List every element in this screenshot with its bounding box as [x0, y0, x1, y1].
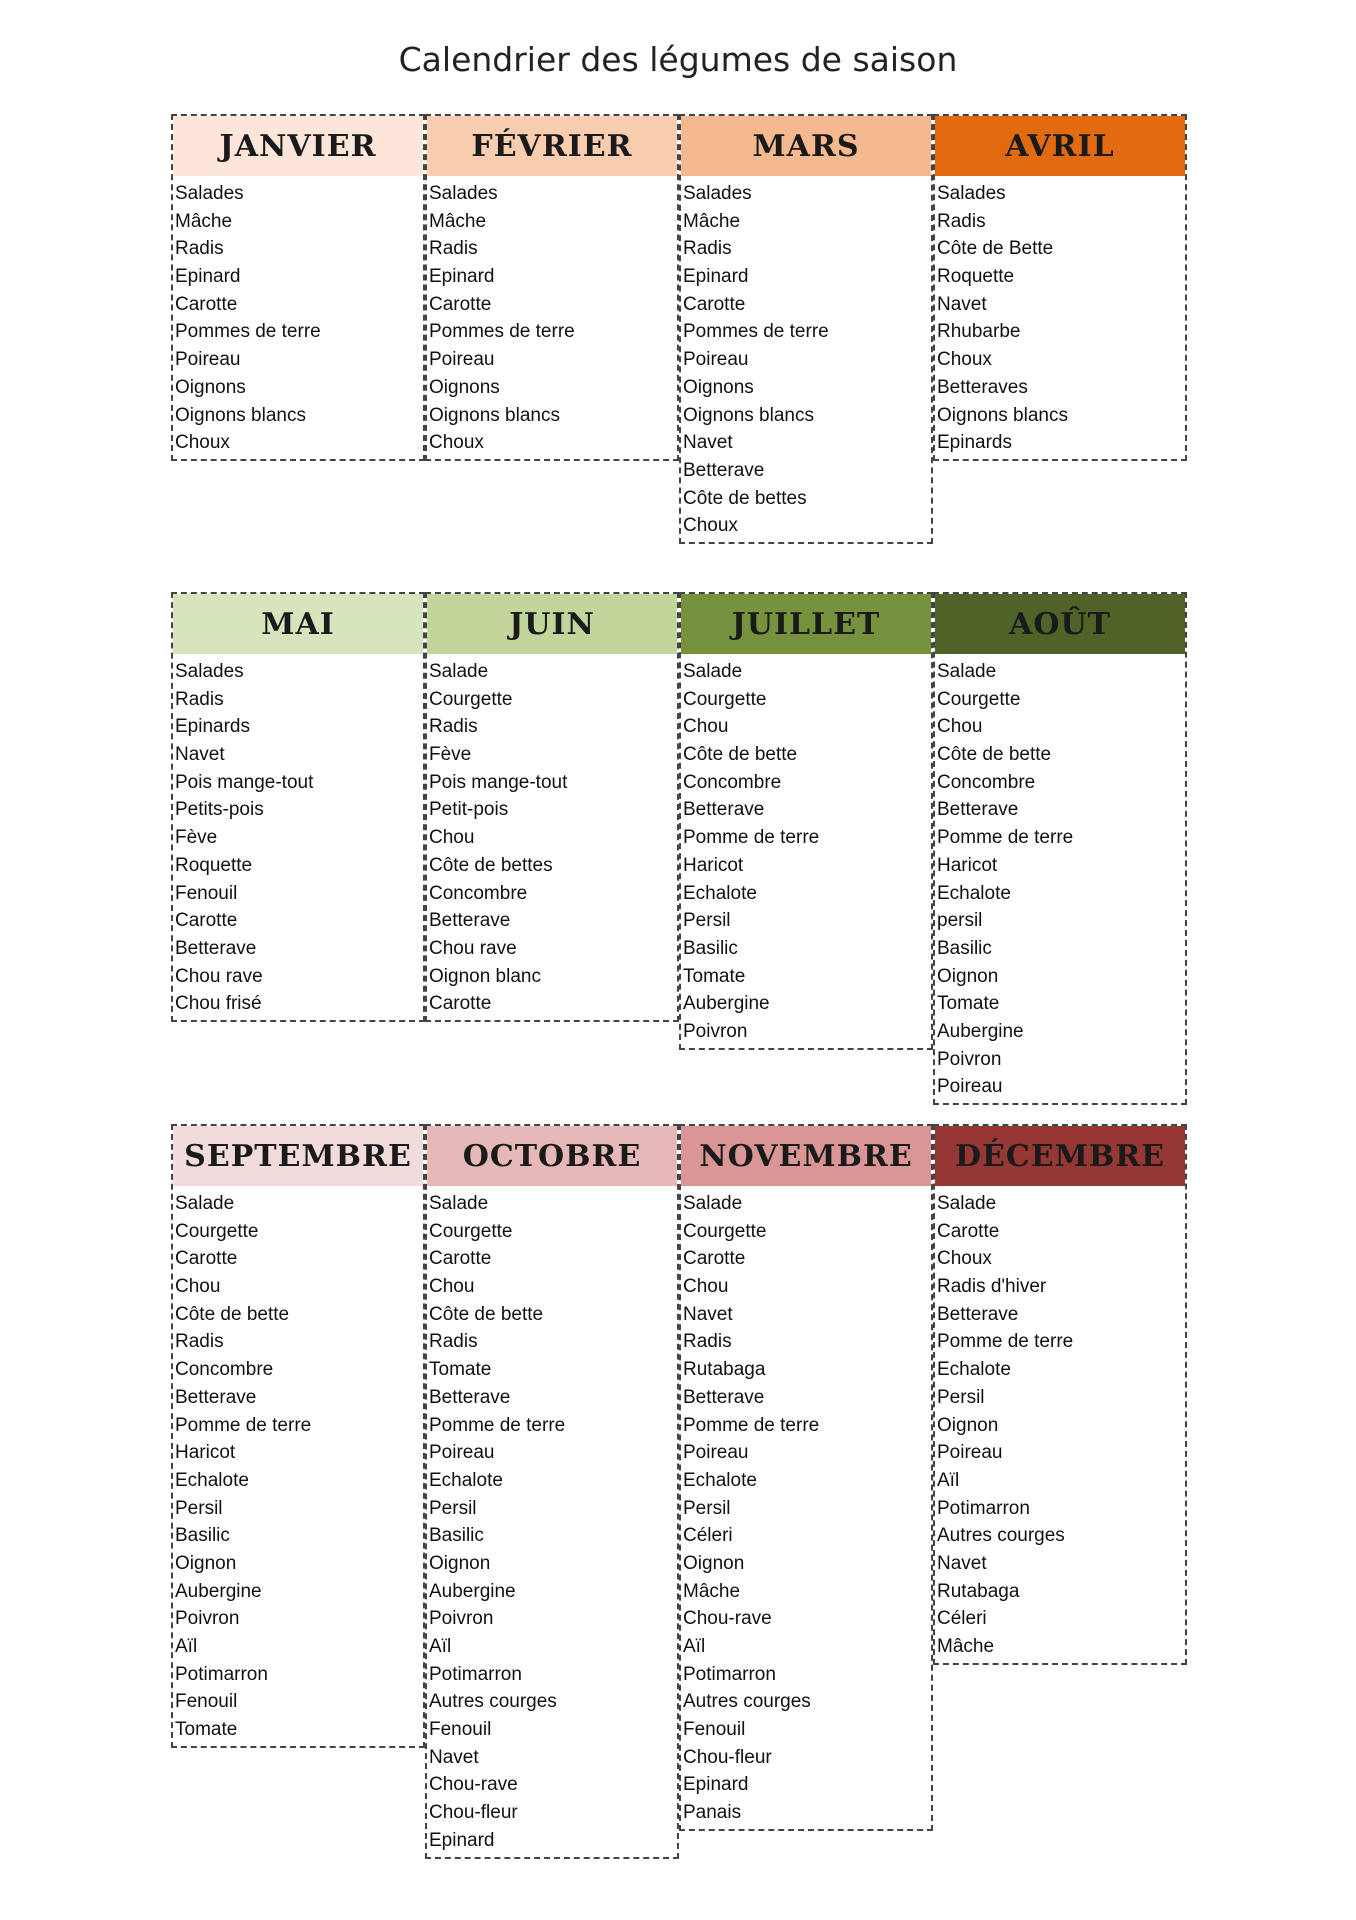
vegetable-list	[935, 1186, 1185, 1661]
vegetable-item: Oignons	[175, 376, 246, 398]
vegetable-item: Potimarron	[683, 1663, 776, 1685]
vegetable-item: Radis	[429, 716, 478, 738]
month-september	[171, 1124, 425, 1748]
vegetable-item: Côte de bette	[429, 1303, 544, 1325]
vegetable-item: Poireau	[429, 1442, 495, 1464]
vegetable-item: Salade	[429, 1193, 489, 1214]
vegetable-item: Epinards	[175, 716, 250, 738]
vegetable-item: Echalote	[937, 882, 1011, 904]
vegetable-item: Haricot	[683, 854, 744, 876]
vegetable-item: Chou	[937, 716, 983, 738]
vegetable-item: Pommes de terre	[175, 321, 321, 343]
vegetable-item: Epinard	[683, 266, 749, 288]
calendar-row-3	[171, 1124, 1187, 1851]
month-january	[171, 114, 425, 461]
vegetable-item: Pois mange-tout	[175, 771, 314, 793]
vegetable-list	[427, 1186, 677, 1855]
vegetable-item: Poivron	[683, 1020, 748, 1042]
vegetable-item: Chou-fleur	[683, 1746, 772, 1768]
vegetable-item: Oignon	[429, 1552, 491, 1574]
vegetable-item: Aïl	[429, 1636, 452, 1657]
vegetable-item: Poivron	[175, 1608, 240, 1630]
vegetable-item: Choux	[429, 432, 484, 454]
vegetable-item: Echalote	[683, 1469, 757, 1491]
month-header: MAI	[173, 594, 423, 654]
vegetable-item: Côte de bettes	[429, 854, 553, 876]
vegetable-list	[935, 654, 1185, 1101]
vegetable-item: Basilic	[683, 937, 738, 959]
vegetable-item: Carotte	[683, 293, 746, 315]
vegetable-item: Courgette	[683, 1220, 767, 1242]
vegetable-item: Poireau	[175, 349, 241, 371]
vegetable-item: Côte de bettes	[683, 487, 807, 509]
vegetable-item: Courgette	[175, 1220, 259, 1242]
vegetable-item: Fenouil	[175, 882, 238, 904]
vegetable-item: Chou frisé	[175, 993, 262, 1015]
vegetable-item: Epinards	[937, 432, 1012, 454]
vegetable-item: Céleri	[683, 1525, 733, 1547]
vegetable-item: Chou	[429, 827, 475, 849]
vegetable-item: Potimarron	[937, 1497, 1030, 1519]
month-header: FÉVRIER	[427, 116, 677, 176]
vegetable-item: Roquette	[175, 854, 253, 876]
vegetable-item: Navet	[683, 1303, 733, 1325]
vegetable-item: Salades	[175, 183, 244, 204]
vegetable-item: Radis	[175, 688, 224, 710]
vegetable-item: Concombre	[683, 771, 782, 793]
vegetable-item: Oignons blancs	[175, 404, 306, 426]
vegetable-list	[173, 654, 423, 1018]
vegetable-item: Persil	[175, 1497, 223, 1519]
vegetable-item: Choux	[937, 1248, 992, 1270]
calendar-row-2	[171, 592, 1187, 1152]
vegetable-item: Chou	[683, 1276, 729, 1298]
vegetable-item: Petits-pois	[175, 799, 264, 821]
vegetable-item: Betterave	[429, 1386, 511, 1408]
vegetable-item: Betterave	[683, 799, 765, 821]
vegetable-item: Petit-pois	[429, 799, 509, 821]
vegetable-list	[681, 176, 931, 540]
vegetable-item: Salade	[683, 1193, 743, 1214]
vegetable-item: Mâche	[683, 1580, 741, 1602]
vegetable-item: Poireau	[937, 1076, 1003, 1098]
vegetable-item: Tomate	[683, 965, 746, 987]
vegetable-item: Rhubarbe	[937, 321, 1021, 343]
vegetable-item: Echalote	[683, 882, 757, 904]
vegetable-item: Céleri	[937, 1608, 987, 1630]
vegetable-item: Chou-fleur	[429, 1802, 518, 1824]
vegetable-item: Potimarron	[429, 1663, 522, 1685]
vegetable-item: Betterave	[937, 799, 1019, 821]
vegetable-item: Choux	[937, 349, 992, 371]
vegetable-item: Poireau	[683, 1442, 749, 1464]
vegetable-item: Salade	[683, 661, 743, 682]
vegetable-item: Chou rave	[429, 937, 517, 959]
vegetable-item: Pommes de terre	[683, 321, 829, 343]
vegetable-item: Epinard	[175, 266, 241, 288]
vegetable-item: Oignons blancs	[429, 404, 560, 426]
vegetable-item: Chou-rave	[429, 1774, 518, 1796]
vegetable-item: Fève	[175, 827, 218, 849]
vegetable-item: Tomate	[175, 1719, 238, 1741]
vegetable-item: Mâche	[683, 210, 741, 232]
vegetable-item: Betterave	[175, 937, 257, 959]
vegetable-item: Radis	[937, 210, 986, 232]
vegetable-item: Aïl	[175, 1636, 198, 1657]
month-march	[679, 114, 933, 544]
month-october	[425, 1124, 679, 1859]
vegetable-item: Radis	[429, 238, 478, 260]
vegetable-item: Pomme de terre	[683, 827, 820, 849]
vegetable-item: Navet	[429, 1746, 479, 1768]
vegetable-item: Pomme de terre	[683, 1414, 820, 1436]
vegetable-item: Pomme de terre	[937, 1331, 1074, 1353]
vegetable-item: Salade	[429, 661, 489, 682]
vegetable-item: Tomate	[937, 993, 1000, 1015]
vegetable-item: Pomme de terre	[937, 827, 1074, 849]
vegetable-item: Tomate	[429, 1359, 492, 1381]
vegetable-item: Côte de Bette	[937, 238, 1054, 260]
vegetable-item: Oignon	[937, 1414, 999, 1436]
page-title: Calendrier des légumes de saison	[398, 40, 958, 79]
vegetable-item: Salade	[937, 661, 997, 682]
vegetable-item: Persil	[683, 910, 731, 932]
vegetable-item: Autres courges	[683, 1691, 811, 1713]
vegetable-item: Radis	[683, 1331, 732, 1353]
vegetable-item: Salades	[937, 183, 1006, 204]
vegetable-item: Oignons	[683, 376, 754, 398]
month-august	[933, 592, 1187, 1105]
vegetable-list	[681, 654, 931, 1046]
vegetable-item: Echalote	[175, 1469, 249, 1491]
vegetable-item: Poivron	[937, 1048, 1002, 1070]
vegetable-item: Oignon	[683, 1552, 745, 1574]
vegetable-item: Carotte	[429, 293, 492, 315]
vegetable-item: Panais	[683, 1802, 742, 1824]
calendar-row-1	[171, 114, 1187, 674]
vegetable-item: Oignon blanc	[429, 965, 541, 987]
month-november	[679, 1124, 933, 1831]
vegetable-item: Salades	[683, 183, 752, 204]
vegetable-item: Mâche	[429, 210, 487, 232]
month-header: OCTOBRE	[427, 1126, 677, 1186]
vegetable-item: Basilic	[429, 1525, 484, 1547]
vegetable-item: Haricot	[175, 1442, 236, 1464]
vegetable-item: Poivron	[429, 1608, 494, 1630]
vegetable-list	[427, 176, 677, 457]
vegetable-item: Aubergine	[429, 1580, 516, 1602]
vegetable-item: Haricot	[937, 854, 998, 876]
vegetable-item: Poireau	[429, 349, 495, 371]
vegetable-item: Fenouil	[175, 1691, 238, 1713]
vegetable-item: Salades	[175, 661, 244, 682]
vegetable-item: Courgette	[937, 688, 1021, 710]
vegetable-item: Oignons blancs	[937, 404, 1068, 426]
vegetable-item: Aubergine	[175, 1580, 262, 1602]
month-april	[933, 114, 1187, 461]
vegetable-item: Potimarron	[175, 1663, 268, 1685]
vegetable-item: Mâche	[175, 210, 233, 232]
vegetable-item: Carotte	[175, 910, 238, 932]
vegetable-item: Basilic	[937, 937, 992, 959]
month-header: JUIN	[427, 594, 677, 654]
vegetable-item: Carotte	[429, 993, 492, 1015]
vegetable-item: Betterave	[937, 1303, 1019, 1325]
vegetable-item: Radis	[683, 238, 732, 260]
vegetable-item: Betteraves	[937, 376, 1028, 398]
vegetable-item: Rutabaga	[937, 1580, 1020, 1602]
month-december	[933, 1124, 1187, 1665]
vegetable-item: Chou	[429, 1276, 475, 1298]
vegetable-item: Fève	[429, 744, 472, 766]
vegetable-item: Carotte	[175, 1248, 238, 1270]
month-february	[425, 114, 679, 461]
vegetable-item: Pomme de terre	[175, 1414, 312, 1436]
month-header: NOVEMBRE	[681, 1126, 931, 1186]
vegetable-item: Radis	[429, 1331, 478, 1353]
vegetable-item: Oignons	[429, 376, 500, 398]
vegetable-item: Pomme de terre	[429, 1414, 566, 1436]
vegetable-item: Oignon	[175, 1552, 237, 1574]
vegetable-item: Fenouil	[683, 1719, 746, 1741]
vegetable-item: Côte de bette	[175, 1303, 290, 1325]
vegetable-item: Navet	[175, 744, 225, 766]
vegetable-item: Epinard	[429, 1829, 495, 1851]
vegetable-item: Salade	[175, 1193, 235, 1214]
month-header: SEPTEMBRE	[173, 1126, 423, 1186]
vegetable-item: Chou	[175, 1276, 221, 1298]
vegetable-item: Aubergine	[683, 993, 770, 1015]
vegetable-item: Navet	[937, 293, 987, 315]
vegetable-item: Courgette	[683, 688, 767, 710]
vegetable-item: Côte de bette	[937, 744, 1052, 766]
vegetable-item: Autres courges	[937, 1525, 1065, 1547]
vegetable-item: Persil	[683, 1497, 731, 1519]
vegetable-item: Aïl	[683, 1636, 706, 1657]
vegetable-item: Epinard	[429, 266, 495, 288]
vegetable-item: Salades	[429, 183, 498, 204]
vegetable-item: Betterave	[683, 1386, 765, 1408]
vegetable-item: Autres courges	[429, 1691, 557, 1713]
vegetable-item: Carotte	[937, 1220, 1000, 1242]
vegetable-item: Radis	[175, 1331, 224, 1353]
month-july	[679, 592, 933, 1050]
vegetable-list	[427, 654, 677, 1018]
vegetable-item: Poireau	[937, 1442, 1003, 1464]
vegetable-list	[173, 176, 423, 457]
vegetable-item: Mâche	[937, 1636, 995, 1657]
month-header: AOÛT	[935, 594, 1185, 654]
vegetable-item: Oignons blancs	[683, 404, 814, 426]
month-may	[171, 592, 425, 1022]
vegetable-item: Echalote	[937, 1359, 1011, 1381]
vegetable-item: Basilic	[175, 1525, 230, 1547]
vegetable-item: Choux	[683, 515, 738, 537]
vegetable-item: Concombre	[175, 1359, 274, 1381]
vegetable-item: Pois mange-tout	[429, 771, 568, 793]
vegetable-item: Courgette	[429, 688, 513, 710]
vegetable-item: Radis	[175, 238, 224, 260]
vegetable-list	[935, 176, 1185, 457]
month-header: JANVIER	[173, 116, 423, 176]
vegetable-item: Poireau	[683, 349, 749, 371]
vegetable-list	[681, 1186, 931, 1827]
vegetable-item: Radis d'hiver	[937, 1276, 1047, 1298]
vegetable-item: Persil	[429, 1497, 477, 1519]
month-june	[425, 592, 679, 1022]
vegetable-item: Concombre	[937, 771, 1036, 793]
vegetable-item: Chou rave	[175, 965, 263, 987]
vegetable-list	[173, 1186, 423, 1744]
vegetable-item: Navet	[683, 432, 733, 454]
vegetable-item: Pommes de terre	[429, 321, 575, 343]
vegetable-item: Betterave	[175, 1386, 257, 1408]
month-header: DÉCEMBRE	[935, 1126, 1185, 1186]
month-header: MARS	[681, 116, 931, 176]
vegetable-item: Rutabaga	[683, 1359, 766, 1381]
vegetable-item: Fenouil	[429, 1719, 492, 1741]
vegetable-item: Carotte	[429, 1248, 492, 1270]
vegetable-item: Côte de bette	[683, 744, 798, 766]
month-header: AVRIL	[935, 116, 1185, 176]
vegetable-item: Aïl	[937, 1469, 960, 1491]
vegetable-item: Oignon	[937, 965, 999, 987]
vegetable-item: Courgette	[429, 1220, 513, 1242]
vegetable-item: Choux	[175, 432, 230, 454]
vegetable-item: Betterave	[429, 910, 511, 932]
vegetable-item: Chou-rave	[683, 1608, 772, 1630]
vegetable-item: Carotte	[683, 1248, 746, 1270]
vegetable-item: Concombre	[429, 882, 528, 904]
vegetable-item: Carotte	[175, 293, 238, 315]
vegetable-item: Navet	[937, 1552, 987, 1574]
vegetable-item: Echalote	[429, 1469, 503, 1491]
vegetable-item: Betterave	[683, 459, 765, 481]
vegetable-item: Salade	[937, 1193, 997, 1214]
vegetable-item: Chou	[683, 716, 729, 738]
vegetable-item: Aubergine	[937, 1020, 1024, 1042]
vegetable-item: Epinard	[683, 1774, 749, 1796]
vegetable-item: Persil	[937, 1386, 985, 1408]
vegetable-item: persil	[937, 910, 983, 932]
month-header: JUILLET	[681, 594, 931, 654]
vegetable-item: Roquette	[937, 266, 1015, 288]
